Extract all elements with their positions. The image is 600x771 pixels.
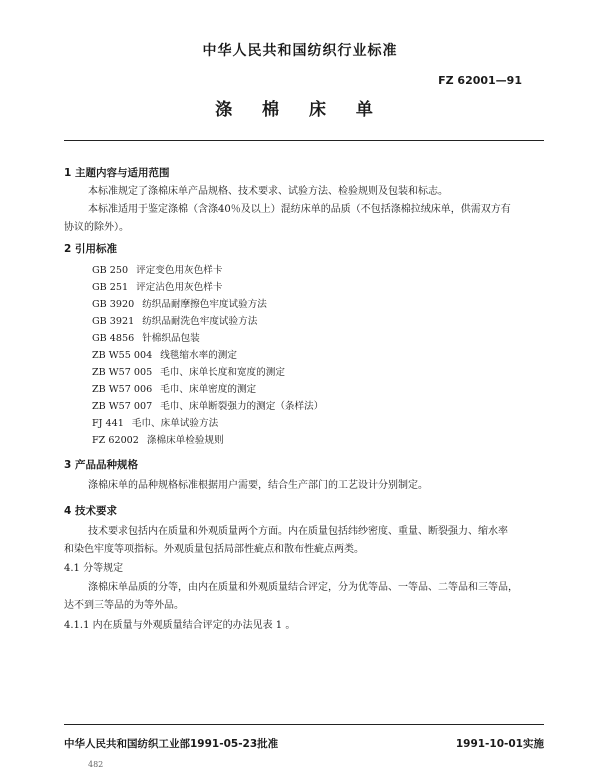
reference-code: ZB W57 006 <box>92 384 153 395</box>
reference-code: FZ 62002 <box>92 435 139 446</box>
reference-code: GB 3920 <box>92 299 135 310</box>
section-1-paragraph-2-line-1: 本标准适用于鉴定涤棉（含涤40％及以上）混纺床单的品质（不包括涤棉拉绒床单，供需双方有 <box>88 204 511 215</box>
reference-code: GB 4856 <box>92 333 135 344</box>
reference-item <box>92 296 267 310</box>
reference-title: 毛巾、床单长度和宽度的测定 <box>160 367 285 378</box>
reference-title: 纺织品耐洗色牢度试验方法 <box>142 316 258 327</box>
reference-code: ZB W57 007 <box>92 401 153 412</box>
section-1-paragraph-1: 本标准规定了涤棉床单产品规格、技术要求、试验方法、检验规则及包装和标志。 <box>88 186 448 197</box>
subsection-4-1-heading: 4.1 分等规定 <box>64 563 124 574</box>
reference-item <box>92 330 200 344</box>
reference-item <box>92 398 323 412</box>
footer-rule <box>64 724 544 725</box>
reference-title: 评定变色用灰色样卡 <box>136 265 223 276</box>
header-rule <box>64 140 544 141</box>
section-4-paragraph-2-line-2: 达不到三等品的为等外品。 <box>64 600 184 611</box>
reference-item <box>92 432 224 446</box>
reference-code: ZB W55 004 <box>92 350 153 361</box>
reference-code: ZB W57 005 <box>92 367 153 378</box>
section-4-paragraph-1-line-2: 和染色牢度等项指标。外观质量包括局部性疵点和散布性疵点两类。 <box>64 544 364 555</box>
reference-title: 毛巾、床单密度的测定 <box>160 384 257 395</box>
reference-title: 纺织品耐摩擦色牢度试验方法 <box>142 299 267 310</box>
reference-title: 针棉织品包装 <box>142 333 200 344</box>
reference-title: 涤棉床单检验规则 <box>146 435 224 446</box>
page-number: 482 <box>88 760 104 769</box>
reference-code: GB 251 <box>92 282 129 293</box>
reference-code: GB 3921 <box>92 316 135 327</box>
reference-item <box>92 347 237 361</box>
section-1-paragraph-2-line-2: 协议的除外）。 <box>64 222 129 233</box>
reference-title: 线毯缩水率的测定 <box>160 350 237 361</box>
reference-code: GB 250 <box>92 265 129 276</box>
issuing-body-title: 中华人民共和国纺织行业标准 <box>202 43 398 59</box>
effective-date: 1991-10-01实施 <box>455 738 544 750</box>
reference-item <box>92 415 218 429</box>
standard-number: FZ 62001—91 <box>438 74 522 87</box>
section-4-paragraph-2-line-1: 涤棉床单品质的分等，由内在质量和外观质量结合评定，分为优等品、一等品、二等品和三等品， <box>88 582 518 593</box>
section-3-paragraph: 涤棉床单的品种规格标准根据用户需要，结合生产部门的工艺设计分别制定。 <box>88 480 428 491</box>
reference-title: 评定沾色用灰色样卡 <box>136 282 223 293</box>
reference-item <box>92 313 257 327</box>
section-1-heading: 1 主题内容与适用范围 <box>64 167 170 179</box>
reference-item <box>92 279 222 293</box>
document-title: 涤 棉 床 单 <box>215 100 385 120</box>
reference-item <box>92 262 222 276</box>
section-3-heading: 3 产品品种规格 <box>64 459 138 471</box>
section-4-heading: 4 技术要求 <box>64 505 117 517</box>
reference-item <box>92 364 285 378</box>
approval-line: 中华人民共和国纺织工业部1991-05-23批准 <box>64 738 279 750</box>
subsection-4-1-1: 4.1.1 内在质量与外观质量结合评定的办法见表 1 。 <box>64 620 296 631</box>
reference-item <box>92 381 256 395</box>
section-4-paragraph-1-line-1: 技术要求包括内在质量和外观质量两个方面。内在质量包括纬纱密度、重量、断裂强力、缩水率 <box>88 526 508 537</box>
reference-title: 毛巾、床单断裂强力的测定（条样法） <box>160 401 324 412</box>
reference-code: FJ 441 <box>92 418 124 429</box>
reference-title: 毛巾、床单试验方法 <box>131 418 219 429</box>
section-2-heading: 2 引用标准 <box>64 243 117 255</box>
